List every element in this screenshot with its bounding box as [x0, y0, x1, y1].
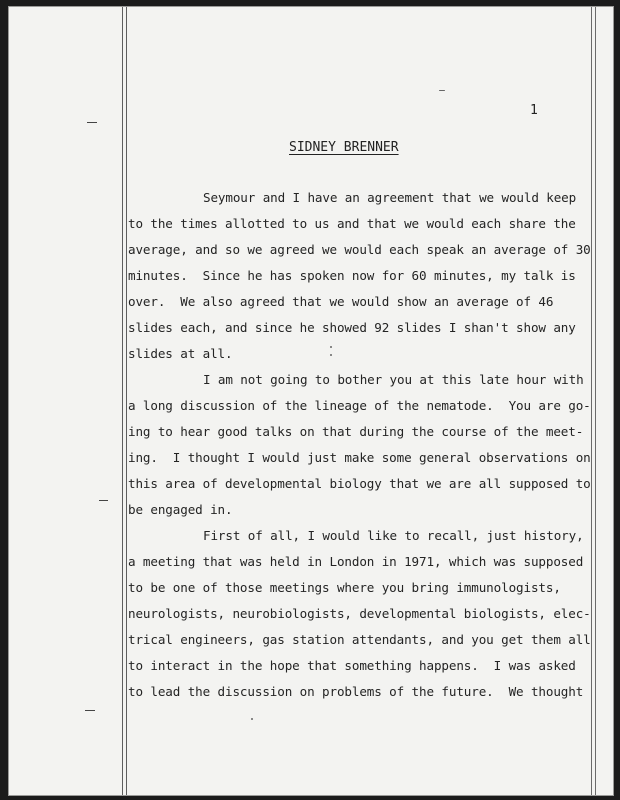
paper-speck	[330, 354, 332, 356]
text-line: minutes. Since he has spoken now for 60 minutes, my talk is	[128, 268, 576, 283]
margin-tick-mark	[85, 710, 95, 711]
text-line: slides at all.	[128, 346, 233, 361]
text-line: over. We also agreed that we would show an average of 46	[128, 294, 554, 309]
text-line: to lead the discussion on problems of the future. We thought	[128, 684, 584, 699]
page-number: 1	[530, 103, 538, 118]
margin-tick-mark	[87, 122, 97, 123]
right-margin-rule	[591, 7, 592, 795]
margin-tick-mark	[99, 500, 108, 501]
text-line: slides each, and since he showed 92 slides I shan't show any	[128, 320, 576, 335]
text-line: First of all, I would like to recall, just history,	[203, 528, 584, 543]
text-line: average, and so we agreed we would each speak an average of 30	[128, 242, 591, 257]
typewritten-page	[8, 6, 614, 796]
text-line: Seymour and I have an agreement that we would keep	[203, 190, 577, 205]
left-margin-rule	[122, 7, 123, 795]
text-line: I am not going to bother you at this late hour with	[203, 372, 584, 387]
left-margin-rule-inner	[126, 7, 127, 795]
text-line: to the times allotted to us and that we would each share the	[128, 216, 576, 231]
text-line: this area of developmental biology that we are all supposed to	[128, 476, 591, 491]
paper-speck	[439, 90, 445, 91]
text-line: neurologists, neurobiologists, developmental biologists, elec-	[128, 606, 591, 621]
paper-speck	[251, 718, 253, 720]
text-line: a long discussion of the lineage of the nematode. You are go-	[128, 398, 591, 413]
text-line: to be one of those meetings where you bring immunologists,	[128, 580, 561, 595]
text-line: ing to hear good talks on that during the course of the meet-	[128, 424, 584, 439]
text-line: be engaged in.	[128, 502, 233, 517]
right-margin-rule-outer	[595, 7, 596, 795]
document-title: SIDNEY BRENNER	[289, 140, 399, 155]
text-line: to interact in the hope that something happens. I was asked	[128, 658, 576, 673]
paper-speck	[330, 346, 332, 348]
text-line: a meeting that was held in London in 1971, which was supposed	[128, 554, 584, 569]
text-line: ing. I thought I would just make some general observations on	[128, 450, 591, 465]
text-line: trical engineers, gas station attendants, and you get them all	[128, 632, 591, 647]
